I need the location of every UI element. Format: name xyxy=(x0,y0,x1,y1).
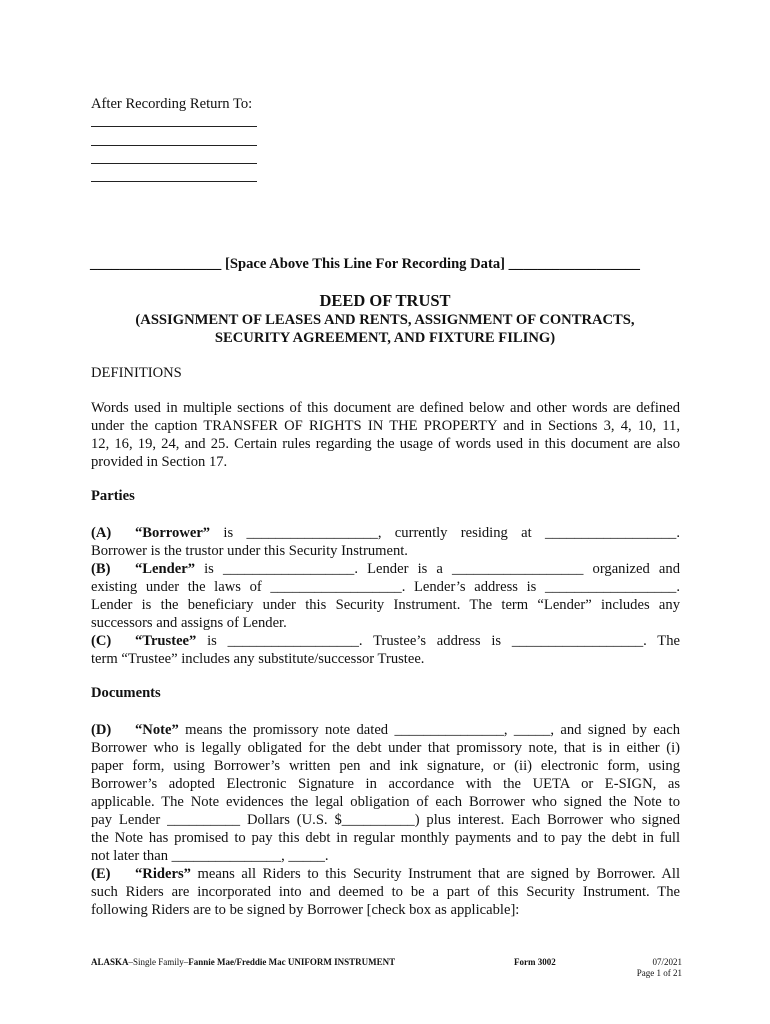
party-b-line-3: Lender is the beneficiary under this Security Instrument. The term “Lender” includes any xyxy=(91,597,680,613)
doc-d-term: “Note” xyxy=(135,722,179,738)
footer-date: 07/2021 xyxy=(652,957,682,967)
party-c-line-1 xyxy=(91,632,680,650)
footer-date-page xyxy=(600,957,682,979)
doc-d-text: means the promissory note dated _______________, _____, and signed by each xyxy=(178,722,680,738)
footer-type: –Single Family– xyxy=(128,957,189,967)
party-a-text: is __________________, currently residing at __________________. xyxy=(210,525,680,541)
doc-d-line: Borrower who is legally obligated for the debt under that promissory note, that is in either (i) xyxy=(91,740,680,756)
parties-section xyxy=(91,524,680,668)
document-subtitle xyxy=(0,311,770,347)
return-to-blank-line-2 xyxy=(91,145,257,146)
party-c-term: “Trustee” xyxy=(135,633,197,649)
party-a-label: (A) xyxy=(91,525,112,541)
party-a-line-1 xyxy=(91,524,680,542)
doc-e-line: following Riders are to be signed by Borrower [check box as applicable]: xyxy=(91,902,520,918)
party-b-term: “Lender” xyxy=(135,561,195,577)
definitions-intro-line: provided in Section 17. xyxy=(91,454,228,470)
parties-heading: Parties xyxy=(91,488,135,504)
footer-agency: Fannie Mae/Freddie Mac UNIFORM INSTRUMENT xyxy=(188,957,396,967)
return-to-blank-line-3 xyxy=(91,163,257,164)
party-c-line-2: term “Trustee” includes any substitute/successor Trustee. xyxy=(91,651,425,667)
definitions-heading: DEFINITIONS xyxy=(91,365,182,381)
party-a-term: “Borrower” xyxy=(135,525,211,541)
party-b-line-2: existing under the laws of __________________. Lender’s address is __________________. xyxy=(91,579,680,595)
document-subtitle-line-1: (ASSIGNMENT OF LEASES AND RENTS, ASSIGNMENT OF CONTRACTS, xyxy=(135,312,635,328)
definitions-intro-line: 12, 16, 19, 24, and 25. Certain rules regarding the usage of words used in this document are also xyxy=(91,436,680,452)
doc-d-line-1 xyxy=(91,721,680,739)
party-b-text: is __________________. Lender is a __________________ organized and xyxy=(195,561,680,577)
recording-space-line: __________________ [Space Above This Line For Recording Data] __________________ xyxy=(90,256,640,272)
documents-section xyxy=(91,721,680,919)
doc-d-line: paper form, using Borrower’s written pen and ink signature, or (ii) electronic form, using xyxy=(91,758,680,774)
doc-d-line: Borrower’s adopted Electronic Signature in accordance with the UETA or E-SIGN, as xyxy=(91,776,680,792)
doc-d-label: (D) xyxy=(91,722,112,738)
doc-d-line: the Note has promised to pay this debt in regular monthly payments and to pay the debt in full xyxy=(91,830,680,846)
doc-d-line: not later than _______________, _____. xyxy=(91,848,329,864)
footer-state: ALASKA xyxy=(91,957,129,967)
party-b-line-1 xyxy=(91,560,680,578)
document-subtitle-line-2: SECURITY AGREEMENT, AND FIXTURE FILING) xyxy=(214,330,556,346)
footer-form-number: Form 3002 xyxy=(514,957,556,967)
doc-d-line: applicable. The Note evidences the legal obligation of each Borrower who signed the Note to xyxy=(91,794,680,810)
doc-d-line: pay Lender __________ Dollars (U.S. $__________) plus interest. Each Borrower who signed xyxy=(91,812,680,828)
doc-e-line-1 xyxy=(91,865,680,883)
party-c-label: (C) xyxy=(91,633,112,649)
party-c-text: is __________________. Trustee’s address is __________________. The xyxy=(196,633,680,649)
definitions-intro-line: under the caption TRANSFER OF RIGHTS IN THE PROPERTY and in Sections 3, 4, 10, 11, xyxy=(91,418,680,434)
documents-heading: Documents xyxy=(91,685,161,701)
return-to-label: After Recording Return To: xyxy=(91,96,253,112)
footer-page-number: Page 1 of 21 xyxy=(636,968,682,978)
footer-instrument xyxy=(91,957,395,968)
party-a-line-2: Borrower is the trustor under this Security Instrument. xyxy=(91,543,408,559)
definitions-intro-line: Words used in multiple sections of this document are defined below and other words are defined xyxy=(91,400,680,416)
doc-e-text: means all Riders to this Security Instrument that are signed by Borrower. All xyxy=(190,866,680,882)
party-b-line-4: successors and assigns of Lender. xyxy=(91,615,287,631)
doc-e-line: such Riders are incorporated into and deemed to be a part of this Security Instrument. The xyxy=(91,884,680,900)
document-title: DEED OF TRUST xyxy=(319,291,451,310)
doc-e-term: “Riders” xyxy=(135,866,191,882)
return-to-blank-line-1 xyxy=(91,126,257,127)
party-b-label: (B) xyxy=(91,561,111,577)
definitions-intro xyxy=(91,399,680,471)
doc-e-label: (E) xyxy=(91,866,111,882)
return-to-blank-line-4 xyxy=(91,181,257,182)
